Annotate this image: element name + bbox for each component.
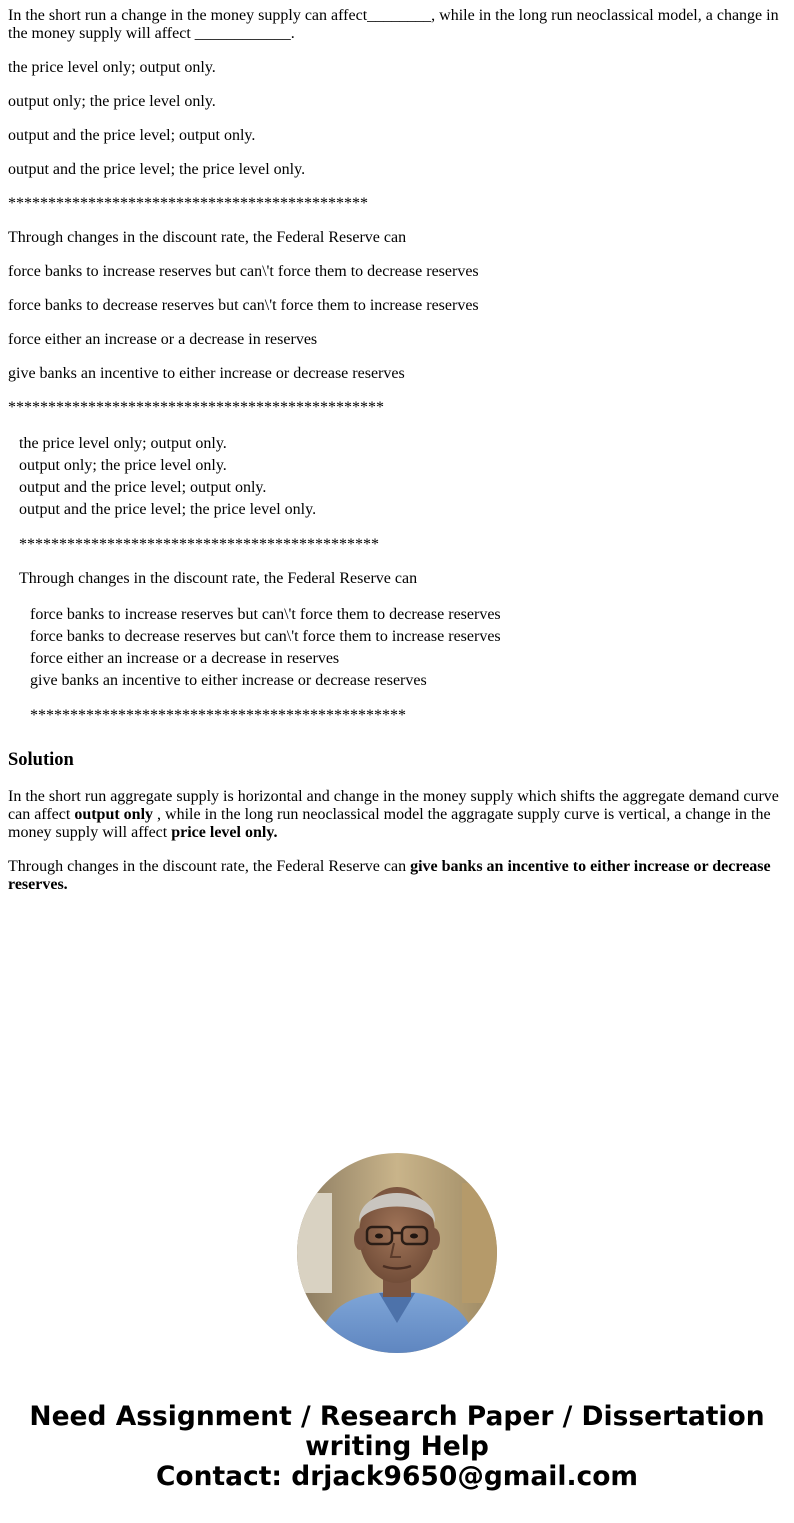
footer-contact: Contact: drjack9650@gmail.com <box>155 1461 639 1492</box>
question2-prompt: Through changes in the discount rate, the Federal Reserve can <box>8 229 407 246</box>
footer-line-1: Need Assignment / Research Paper / Dissertation <box>29 1401 765 1432</box>
repeat-option-2d: give banks an incentive to either increase or decrease reserves <box>30 672 427 689</box>
question2-option-c: force either an increase or a decrease in reserves <box>8 331 318 348</box>
solution-p1-bold-2: price level only. <box>171 824 278 841</box>
repeat-option-1a: the price level only; output only. <box>19 435 227 452</box>
repeat-separator-2: *********************************************** <box>30 707 406 724</box>
repeat-option-1b: output only; the price level only. <box>19 457 227 474</box>
question1-option-c: output and the price level; output only. <box>8 127 256 144</box>
question2-option-a: force banks to increase reserves but can\'t force them to decrease reserves <box>8 263 479 280</box>
author-photo <box>297 1153 497 1353</box>
solution-p1-text-2: , while in the long run neoclassical model the aggragate supply curve is vertical, a change in the money supply will affect <box>8 806 771 841</box>
separator-1: ********************************************* <box>8 195 368 212</box>
question1-option-d: output and the price level; the price level only. <box>8 161 306 178</box>
repeat-option-2c: force either an increase or a decrease in reserves <box>30 650 340 667</box>
repeat-separator-1: ********************************************* <box>19 536 379 553</box>
document-body <box>8 7 786 910</box>
repeat-option-1c: output and the price level; output only. <box>19 479 267 496</box>
question2-option-d: give banks an incentive to either increase or decrease reserves <box>8 365 405 382</box>
footer-banner <box>0 1402 794 1492</box>
footer-line-2: writing Help <box>305 1431 489 1462</box>
solution-p1-bold-1: output only <box>74 806 154 823</box>
solution-heading: Solution <box>8 750 74 770</box>
author-portrait-image <box>297 1153 497 1353</box>
repeat-option-2a: force banks to increase reserves but can\'t force them to decrease reserves <box>30 606 501 623</box>
repeat-block <box>19 433 786 588</box>
repeat-option-2b: force banks to decrease reserves but can\'t force them to increase reserves <box>30 628 501 645</box>
question1-option-a: the price level only; output only. <box>8 59 216 76</box>
question2-option-b: force banks to decrease reserves but can\'t force them to increase reserves <box>8 297 479 314</box>
solution-p2-text: Through changes in the discount rate, the Federal Reserve can <box>8 858 411 875</box>
solution-paragraph-1 <box>8 788 786 842</box>
repeat-option-1d: output and the price level; the price level only. <box>19 501 317 518</box>
solution-paragraph-2 <box>8 858 786 894</box>
separator-2: *********************************************** <box>8 399 384 416</box>
repeat-prompt-2: Through changes in the discount rate, the Federal Reserve can <box>19 570 418 587</box>
question1-prompt: In the short run a change in the money supply can affect________, while in the long run neoclassical model, a change in the money supply will affect ____________. <box>8 7 779 42</box>
repeat-block-2 <box>30 604 786 725</box>
solution-p2-bold: give banks an incentive to either increase or decrease reserves. <box>8 858 771 893</box>
solution-p1-text-1: In the short run aggregate supply is horizontal and change in the money supply which shifts the aggregate demand curve can affect <box>8 788 779 823</box>
question1-option-b: output only; the price level only. <box>8 93 216 110</box>
